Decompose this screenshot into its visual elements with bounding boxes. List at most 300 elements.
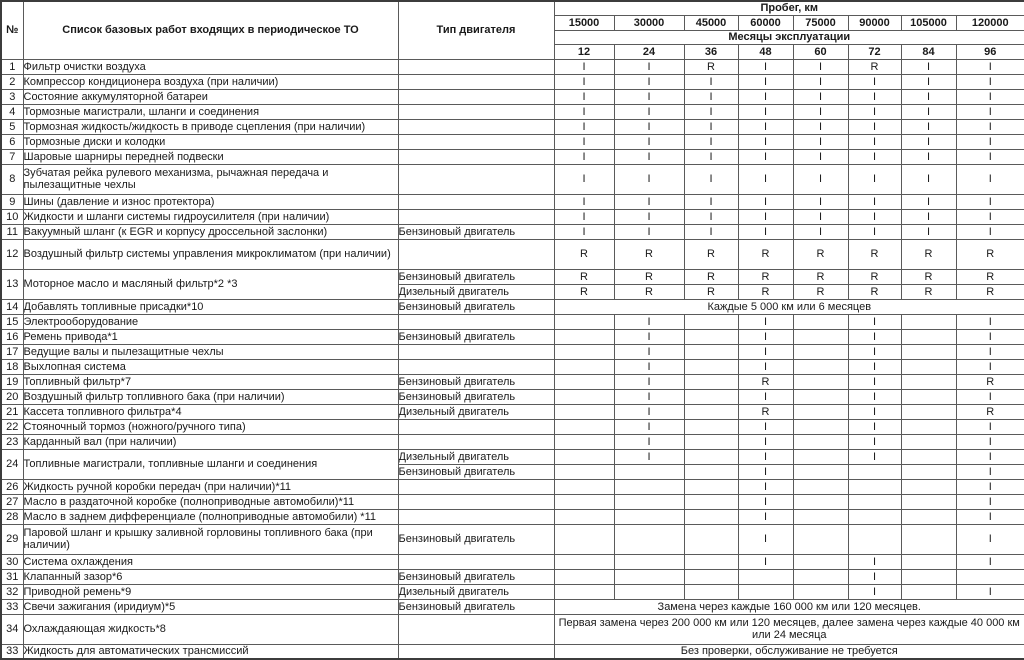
mark-cell: I [738, 164, 793, 194]
mark-cell: I [738, 74, 793, 89]
header-engine-column: Тип двигателя [398, 1, 554, 59]
mark-cell [793, 464, 848, 479]
mark-cell [554, 494, 614, 509]
work-label: Тормозные магистрали, шланги и соединения [23, 104, 398, 119]
work-label: Шаровые шарниры передней подвески [23, 149, 398, 164]
work-label: Вакуумный шланг (к EGR и корпусу дроссельной заслонки) [23, 224, 398, 239]
mark-cell: R [684, 59, 738, 74]
header-months-label: Месяцы эксплуатации [554, 30, 1024, 44]
row-number: 29 [1, 524, 23, 554]
mark-cell: R [956, 374, 1024, 389]
mark-cell: I [738, 59, 793, 74]
interval-note: Первая замена через 200 000 км или 120 месяцев, далее замена через каждые 40 000 км или 24 месяца [554, 614, 1024, 644]
mark-cell: I [901, 119, 956, 134]
mark-cell: I [956, 434, 1024, 449]
mark-cell [793, 479, 848, 494]
mark-cell [901, 389, 956, 404]
mark-cell: R [901, 269, 956, 284]
mark-cell [614, 524, 684, 554]
mark-cell: I [614, 209, 684, 224]
table-row [1, 374, 1024, 389]
mark-cell: R [738, 239, 793, 269]
engine-type [398, 554, 554, 569]
mark-cell [684, 434, 738, 449]
mark-cell: I [684, 134, 738, 149]
mark-cell [554, 509, 614, 524]
engine-type: Бензиновый двигатель [398, 569, 554, 584]
table-row [1, 299, 1024, 314]
mark-cell: I [956, 479, 1024, 494]
mark-cell: I [738, 149, 793, 164]
mark-cell: I [554, 119, 614, 134]
row-number: 8 [1, 164, 23, 194]
mark-cell: I [554, 164, 614, 194]
mark-cell [793, 509, 848, 524]
mark-cell [901, 344, 956, 359]
mark-cell: I [793, 104, 848, 119]
mark-cell [793, 449, 848, 464]
mark-cell [793, 404, 848, 419]
mark-cell: I [554, 104, 614, 119]
table-row [1, 599, 1024, 614]
engine-type [398, 104, 554, 119]
mark-cell [684, 404, 738, 419]
mark-cell: I [793, 74, 848, 89]
work-label: Выхлопная система [23, 359, 398, 374]
row-number: 6 [1, 134, 23, 149]
work-label: Электрооборудование [23, 314, 398, 329]
mark-cell: R [848, 239, 901, 269]
row-number: 21 [1, 404, 23, 419]
work-label: Моторное масло и масляный фильтр*2 *3 [23, 269, 398, 299]
mark-cell: I [956, 104, 1024, 119]
row-number: 26 [1, 479, 23, 494]
mark-cell: I [738, 134, 793, 149]
engine-type: Бензиновый двигатель [398, 299, 554, 314]
mark-cell: R [614, 284, 684, 299]
engine-type [398, 209, 554, 224]
mark-cell: I [684, 194, 738, 209]
mark-cell [793, 389, 848, 404]
row-number: 19 [1, 374, 23, 389]
mark-cell [554, 434, 614, 449]
mark-cell [848, 494, 901, 509]
engine-type: Бензиновый двигатель [398, 374, 554, 389]
mark-cell: I [614, 389, 684, 404]
work-label: Воздушный фильтр топливного бака (при наличии) [23, 389, 398, 404]
engine-type [398, 314, 554, 329]
table-row [1, 59, 1024, 74]
mark-cell [793, 344, 848, 359]
mark-cell [684, 569, 738, 584]
table-row [1, 359, 1024, 374]
month-value: 96 [956, 44, 1024, 59]
mark-cell: I [738, 419, 793, 434]
engine-type [398, 59, 554, 74]
row-number: 31 [1, 569, 23, 584]
mark-cell [684, 464, 738, 479]
mark-cell [901, 314, 956, 329]
table-row [1, 449, 1024, 464]
mark-cell [614, 569, 684, 584]
table-row [1, 404, 1024, 419]
month-value: 84 [901, 44, 956, 59]
mark-cell [793, 419, 848, 434]
engine-type: Бензиновый двигатель [398, 329, 554, 344]
table-row [1, 104, 1024, 119]
mark-cell: I [848, 404, 901, 419]
engine-type [398, 509, 554, 524]
engine-type [398, 74, 554, 89]
table-row [1, 209, 1024, 224]
mark-cell: I [848, 374, 901, 389]
table-row [1, 509, 1024, 524]
mark-cell [614, 464, 684, 479]
mark-cell [554, 359, 614, 374]
work-label: Система охлаждения [23, 554, 398, 569]
table-row [1, 224, 1024, 239]
month-value: 72 [848, 44, 901, 59]
mark-cell: I [956, 449, 1024, 464]
mark-cell: I [738, 389, 793, 404]
mark-cell: I [614, 434, 684, 449]
mark-cell [554, 584, 614, 599]
row-number: 23 [1, 434, 23, 449]
mark-cell: R [848, 59, 901, 74]
mark-cell [901, 554, 956, 569]
row-number: 17 [1, 344, 23, 359]
mark-cell [901, 524, 956, 554]
mark-cell: R [956, 269, 1024, 284]
mark-cell [901, 434, 956, 449]
mark-cell [554, 554, 614, 569]
mark-cell [614, 509, 684, 524]
mark-cell [554, 374, 614, 389]
work-label: Приводной ремень*9 [23, 584, 398, 599]
work-label: Масло в заднем дифференциале (полноприводные автомобили) *11 [23, 509, 398, 524]
mark-cell: R [956, 284, 1024, 299]
work-label: Добавлять топливные присадки*10 [23, 299, 398, 314]
mark-cell [684, 554, 738, 569]
mark-cell: I [901, 89, 956, 104]
header-mileage-label: Пробег, км [554, 1, 1024, 15]
mark-cell [554, 389, 614, 404]
mark-cell: I [848, 74, 901, 89]
mark-cell: I [738, 434, 793, 449]
mark-cell [956, 569, 1024, 584]
engine-type: Бензиновый двигатель [398, 599, 554, 614]
row-number: 2 [1, 74, 23, 89]
mark-cell: I [848, 584, 901, 599]
mark-cell: I [956, 524, 1024, 554]
mark-cell [684, 419, 738, 434]
engine-type [398, 89, 554, 104]
table-row [1, 644, 1024, 659]
mark-cell: I [614, 119, 684, 134]
mark-cell: R [793, 239, 848, 269]
mark-cell: I [901, 194, 956, 209]
work-label: Топливные магистрали, топливные шланги и соединения [23, 449, 398, 479]
mark-cell: R [848, 284, 901, 299]
mark-cell: I [614, 404, 684, 419]
mark-cell: I [901, 224, 956, 239]
mark-cell: I [793, 164, 848, 194]
row-number: 32 [1, 584, 23, 599]
mark-cell: R [554, 284, 614, 299]
row-number: 33 [1, 644, 23, 659]
mark-cell: I [956, 194, 1024, 209]
mark-cell: I [684, 209, 738, 224]
engine-type: Дизельный двигатель [398, 584, 554, 599]
table-row [1, 239, 1024, 269]
mark-cell: I [956, 89, 1024, 104]
mark-cell: I [554, 59, 614, 74]
interval-note: Без проверки, обслуживание не требуется [554, 644, 1024, 659]
mark-cell: I [793, 119, 848, 134]
engine-type: Бензиновый двигатель [398, 224, 554, 239]
mark-cell: I [614, 374, 684, 389]
work-label: Жидкость для автоматических трансмиссий [23, 644, 398, 659]
mark-cell [684, 584, 738, 599]
engine-type [398, 134, 554, 149]
mark-cell: I [614, 104, 684, 119]
mileage-value: 60000 [738, 15, 793, 30]
mark-cell: I [614, 224, 684, 239]
mark-cell: I [848, 554, 901, 569]
work-label: Кассета топливного фильтра*4 [23, 404, 398, 419]
mark-cell: I [956, 314, 1024, 329]
table-row [1, 434, 1024, 449]
mark-cell: I [956, 509, 1024, 524]
table-row [1, 524, 1024, 554]
mark-cell: I [848, 194, 901, 209]
row-number: 22 [1, 419, 23, 434]
row-number: 14 [1, 299, 23, 314]
mark-cell [684, 344, 738, 359]
row-number: 4 [1, 104, 23, 119]
mark-cell: I [554, 149, 614, 164]
mark-cell: I [684, 149, 738, 164]
work-label: Зубчатая рейка рулевого механизма, рычажная передача и пылезащитные чехлы [23, 164, 398, 194]
engine-type [398, 644, 554, 659]
mark-cell [848, 524, 901, 554]
table-row [1, 164, 1024, 194]
mark-cell [554, 524, 614, 554]
mark-cell: R [684, 269, 738, 284]
mark-cell: I [848, 359, 901, 374]
mark-cell: I [901, 209, 956, 224]
row-number: 18 [1, 359, 23, 374]
engine-type [398, 359, 554, 374]
mark-cell [793, 584, 848, 599]
mark-cell: I [956, 344, 1024, 359]
mark-cell [901, 494, 956, 509]
mark-cell: R [956, 239, 1024, 269]
mark-cell [793, 314, 848, 329]
mark-cell: I [738, 89, 793, 104]
work-label: Карданный вал (при наличии) [23, 434, 398, 449]
mark-cell [793, 554, 848, 569]
mileage-value: 15000 [554, 15, 614, 30]
engine-type: Бензиновый двигатель [398, 524, 554, 554]
mark-cell [901, 569, 956, 584]
work-label: Ремень привода*1 [23, 329, 398, 344]
work-label: Ведущие валы и пылезащитные чехлы [23, 344, 398, 359]
mark-cell: I [956, 359, 1024, 374]
mark-cell: I [554, 209, 614, 224]
mark-cell [738, 569, 793, 584]
table-row [1, 314, 1024, 329]
month-value: 12 [554, 44, 614, 59]
work-label: Клапанный зазор*6 [23, 569, 398, 584]
mark-cell: I [614, 74, 684, 89]
mark-cell: I [848, 224, 901, 239]
mark-cell [554, 329, 614, 344]
mark-cell: I [956, 554, 1024, 569]
mark-cell [554, 449, 614, 464]
table-row [1, 74, 1024, 89]
work-label: Масло в раздаточной коробке (полноприводные автомобили)*11 [23, 494, 398, 509]
row-number: 7 [1, 149, 23, 164]
mark-cell: R [554, 269, 614, 284]
mark-cell [901, 479, 956, 494]
mark-cell: I [901, 164, 956, 194]
mark-cell [793, 494, 848, 509]
mark-cell: I [848, 149, 901, 164]
mark-cell: R [614, 239, 684, 269]
row-number: 11 [1, 224, 23, 239]
table-header [1, 1, 1024, 59]
mark-cell: I [848, 209, 901, 224]
mark-cell [793, 569, 848, 584]
mark-cell: I [848, 434, 901, 449]
mark-cell [793, 434, 848, 449]
work-label: Охлаждаяющая жидкость*8 [23, 614, 398, 644]
mark-cell: I [956, 149, 1024, 164]
mark-cell [901, 464, 956, 479]
mark-cell: R [684, 284, 738, 299]
row-number: 33 [1, 599, 23, 614]
engine-type [398, 149, 554, 164]
mark-cell [684, 479, 738, 494]
engine-type [398, 494, 554, 509]
mark-cell: I [738, 119, 793, 134]
mark-cell: I [956, 164, 1024, 194]
mark-cell: I [684, 164, 738, 194]
mileage-value: 90000 [848, 15, 901, 30]
mark-cell: R [738, 284, 793, 299]
mark-cell [684, 494, 738, 509]
mark-cell [848, 509, 901, 524]
mark-cell: I [848, 104, 901, 119]
work-label: Шины (давление и износ протектора) [23, 194, 398, 209]
row-number: 1 [1, 59, 23, 74]
mark-cell: I [738, 464, 793, 479]
engine-type [398, 344, 554, 359]
mark-cell: I [848, 449, 901, 464]
row-number: 16 [1, 329, 23, 344]
month-value: 36 [684, 44, 738, 59]
mark-cell [901, 374, 956, 389]
header-number-column: № [1, 1, 23, 59]
mark-cell: I [848, 569, 901, 584]
mark-cell: I [738, 524, 793, 554]
mark-cell: I [901, 104, 956, 119]
table-row [1, 149, 1024, 164]
mark-cell [684, 509, 738, 524]
engine-type [398, 419, 554, 434]
mark-cell: I [956, 389, 1024, 404]
mark-cell: R [793, 269, 848, 284]
mark-cell: I [956, 494, 1024, 509]
mark-cell: I [614, 329, 684, 344]
mark-cell [901, 509, 956, 524]
table-row [1, 569, 1024, 584]
table-row [1, 89, 1024, 104]
work-label: Воздушный фильтр системы управления микроклиматом (при наличии) [23, 239, 398, 269]
table-row [1, 329, 1024, 344]
mark-cell: I [793, 194, 848, 209]
work-label: Стояночный тормоз (ножного/ручного типа) [23, 419, 398, 434]
row-number: 34 [1, 614, 23, 644]
mark-cell [554, 344, 614, 359]
mark-cell: R [793, 284, 848, 299]
mark-cell: R [901, 239, 956, 269]
mark-cell: I [684, 104, 738, 119]
mark-cell: I [614, 134, 684, 149]
table-row [1, 389, 1024, 404]
month-value: 24 [614, 44, 684, 59]
mark-cell: I [614, 59, 684, 74]
interval-note: Каждые 5 000 км или 6 месяцев [554, 299, 1024, 314]
mark-cell [684, 449, 738, 464]
mileage-value: 120000 [956, 15, 1024, 30]
work-label: Жидкость ручной коробки передач (при наличии)*11 [23, 479, 398, 494]
mark-cell [793, 524, 848, 554]
mark-cell: I [684, 74, 738, 89]
work-label: Тормозная жидкость/жидкость в приводе сцепления (при наличии) [23, 119, 398, 134]
mark-cell: I [956, 464, 1024, 479]
mark-cell: I [956, 134, 1024, 149]
mark-cell [901, 449, 956, 464]
mark-cell [554, 314, 614, 329]
row-number: 24 [1, 449, 23, 479]
mark-cell: I [684, 119, 738, 134]
mark-cell: I [614, 194, 684, 209]
row-number: 28 [1, 509, 23, 524]
schedule-body [1, 59, 1024, 659]
work-label: Фильтр очистки воздуха [23, 59, 398, 74]
mark-cell [901, 419, 956, 434]
mark-cell: I [793, 89, 848, 104]
mark-cell: I [901, 59, 956, 74]
mark-cell [684, 524, 738, 554]
mark-cell: I [738, 494, 793, 509]
mark-cell [554, 419, 614, 434]
mark-cell: I [614, 344, 684, 359]
mark-cell: I [554, 194, 614, 209]
mark-cell [684, 359, 738, 374]
row-number: 15 [1, 314, 23, 329]
engine-type: Бензиновый двигатель [398, 269, 554, 284]
table-row [1, 614, 1024, 644]
engine-type: Дизельный двигатель [398, 404, 554, 419]
header-works-column: Список базовых работ входящих в периодическое ТО [23, 1, 398, 59]
mark-cell: I [738, 224, 793, 239]
work-label: Состояние аккумуляторной батареи [23, 89, 398, 104]
mark-cell: I [956, 119, 1024, 134]
mark-cell: I [738, 449, 793, 464]
